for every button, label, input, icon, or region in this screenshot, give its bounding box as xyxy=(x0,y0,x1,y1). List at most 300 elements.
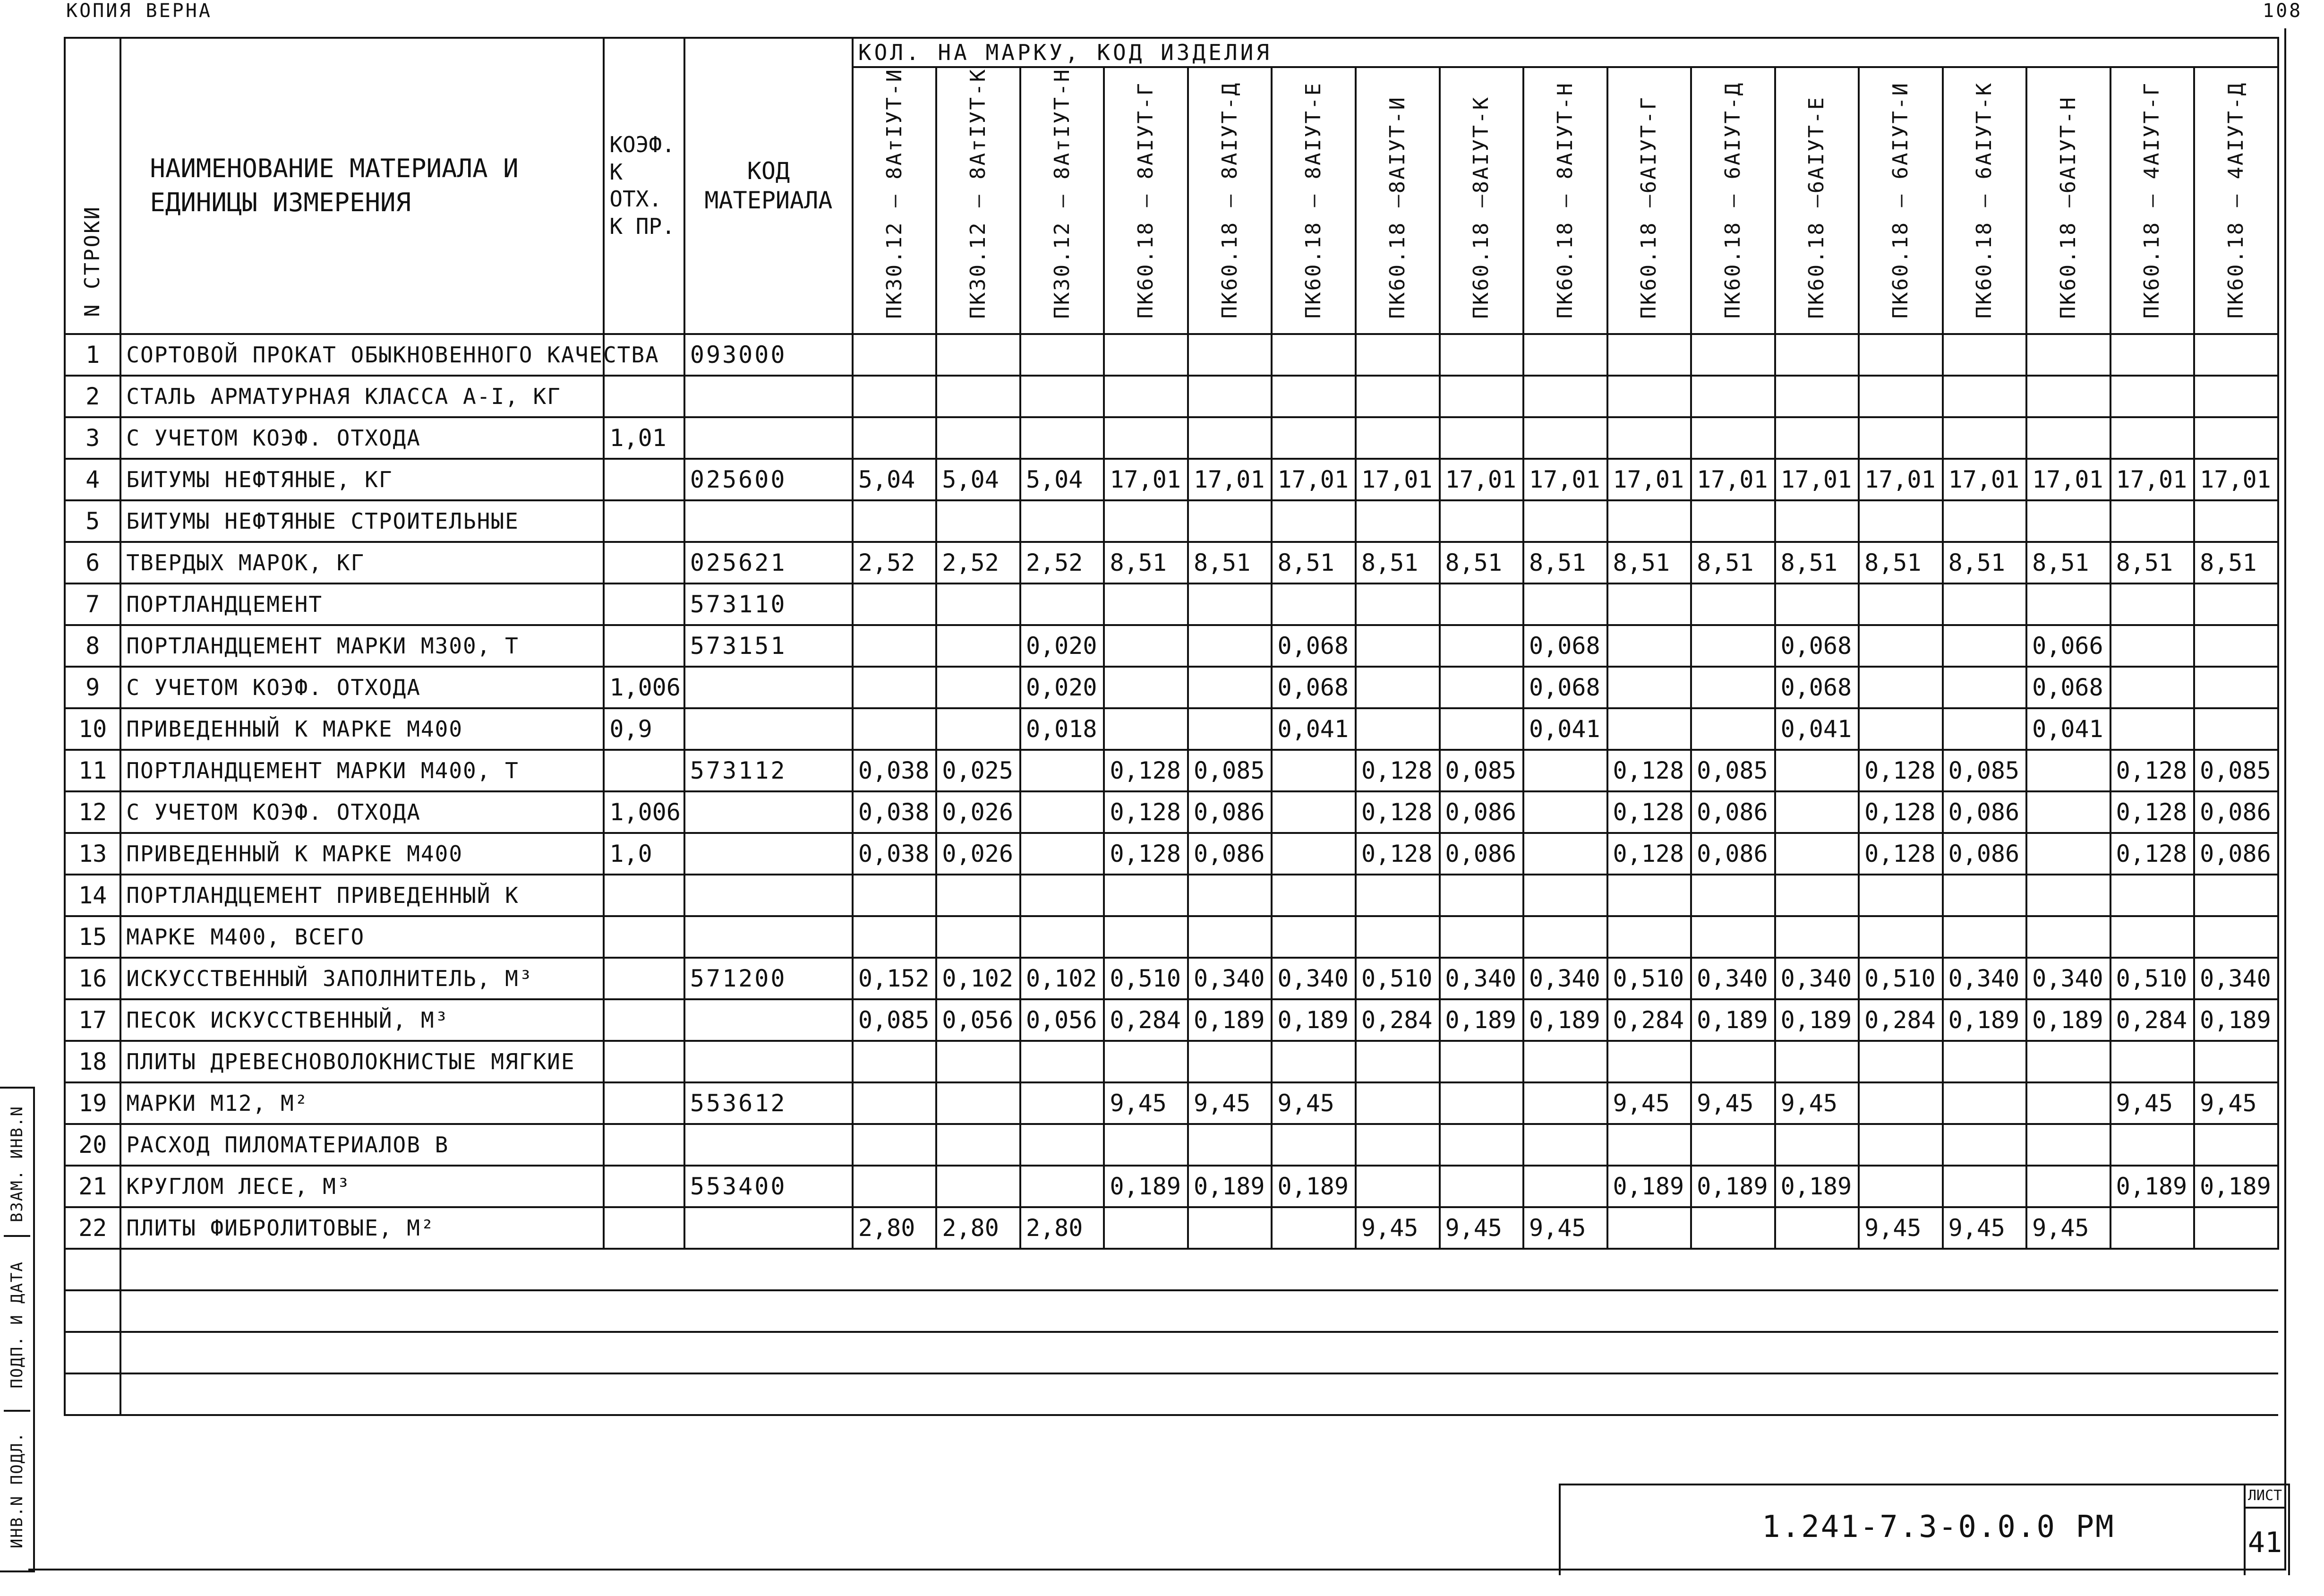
quantity-cell xyxy=(1440,875,1524,916)
quantity-cell: 8,51 xyxy=(1943,542,2027,583)
quantity-cell: 0,020 xyxy=(1020,667,1104,708)
quantity-cell: 0,128 xyxy=(1607,750,1692,791)
quantity-cell xyxy=(1440,376,1524,417)
quantity-cell: 9,45 xyxy=(1104,1082,1188,1124)
empty-cell xyxy=(853,1332,937,1373)
quantity-cell xyxy=(1859,334,1943,376)
coefficient: 1,01 xyxy=(604,417,684,459)
product-code-header: ПК30.12 — 8AтIУТ-К xyxy=(936,67,1020,334)
quantity-cell xyxy=(1523,583,1607,625)
material-code xyxy=(684,708,853,750)
quantity-cell xyxy=(1440,667,1524,708)
quantity-cell xyxy=(1020,376,1104,417)
quantity-cell xyxy=(1356,1124,1440,1166)
empty-cell xyxy=(1691,1373,1775,1415)
quantity-cell xyxy=(936,667,1020,708)
quantity-cell xyxy=(1188,417,1272,459)
quantity-cell xyxy=(1775,583,1859,625)
empty-cell xyxy=(1859,1290,1943,1332)
quantity-cell xyxy=(1104,583,1188,625)
empty-cell xyxy=(1859,1332,1943,1373)
quantity-cell: 8,51 xyxy=(1356,542,1440,583)
empty-cell xyxy=(853,1373,937,1415)
empty-cell xyxy=(936,1332,1020,1373)
empty-cell xyxy=(1272,1290,1356,1332)
material-name: С УЧЕТОМ КОЭФ. ОТХОДА xyxy=(120,417,604,459)
quantity-cell: 0,510 xyxy=(1859,958,1943,999)
empty-cell xyxy=(936,1373,1020,1415)
quantity-cell xyxy=(1020,583,1104,625)
quantity-cell xyxy=(1943,625,2027,667)
quantity-cell xyxy=(1523,833,1607,875)
materials-table xyxy=(64,37,2279,1416)
quantity-cell: 5,04 xyxy=(936,459,1020,500)
table-row xyxy=(65,1166,2278,1207)
quantity-cell xyxy=(853,708,937,750)
row-number: 20 xyxy=(65,1124,120,1166)
quantity-cell xyxy=(1691,583,1775,625)
quantity-cell: 0,189 xyxy=(2026,999,2110,1041)
quantity-cell xyxy=(1020,1082,1104,1124)
quantity-cell xyxy=(1943,1166,2027,1207)
quantity-cell: 0,086 xyxy=(1188,791,1272,833)
quantity-cell: 8,51 xyxy=(1188,542,1272,583)
quantity-cell xyxy=(853,583,937,625)
material-name: МАРКЕ М400, ВСЕГО xyxy=(120,916,604,958)
empty-row xyxy=(65,1249,2278,1290)
quantity-cell: 0,340 xyxy=(1775,958,1859,999)
row-number: 9 xyxy=(65,667,120,708)
row-number: 15 xyxy=(65,916,120,958)
quantity-cell xyxy=(2194,1124,2278,1166)
quantity-cell: 0,018 xyxy=(1020,708,1104,750)
empty-row xyxy=(65,1373,2278,1415)
coefficient-header: КОЭФ. К ОТХ. К ПР. xyxy=(604,38,684,334)
empty-cell xyxy=(2110,1249,2195,1290)
empty-cell xyxy=(1440,1332,1524,1373)
quantity-cell xyxy=(1188,875,1272,916)
quantity-cell: 0,189 xyxy=(1188,1166,1272,1207)
quantity-cell xyxy=(1356,583,1440,625)
table-row xyxy=(65,875,2278,916)
quantity-cell: 0,189 xyxy=(1272,1166,1356,1207)
product-code-header: ПК60.18 — 4AIУТ-Г xyxy=(2110,67,2195,334)
quantity-cell xyxy=(1607,625,1692,667)
quantity-cell xyxy=(853,1166,937,1207)
quantity-cell xyxy=(1272,583,1356,625)
empty-cell xyxy=(1775,1373,1859,1415)
quantity-cell: 8,51 xyxy=(2110,542,2195,583)
quantity-cell: 9,45 xyxy=(1188,1082,1272,1124)
empty-cell xyxy=(65,1373,120,1415)
empty-cell xyxy=(1691,1332,1775,1373)
quantity-cell xyxy=(1020,750,1104,791)
quantity-cell xyxy=(2110,625,2195,667)
quantity-cell xyxy=(936,916,1020,958)
empty-cell xyxy=(684,1373,853,1415)
quantity-cell: 0,189 xyxy=(1607,1166,1692,1207)
empty-cell xyxy=(1272,1332,1356,1373)
quantity-cell xyxy=(2110,1207,2195,1249)
quantity-cell xyxy=(2110,875,2195,916)
quantity-cell: 0,510 xyxy=(1104,958,1188,999)
material-name: ПОРТЛАНДЦЕМЕНТ МАРКИ М300, Т xyxy=(120,625,604,667)
quantity-cell: 8,51 xyxy=(2026,542,2110,583)
row-number: 8 xyxy=(65,625,120,667)
quantity-cell xyxy=(1104,1207,1188,1249)
coefficient xyxy=(604,500,684,542)
quantity-cell: 0,041 xyxy=(1523,708,1607,750)
quantity-cell: 8,51 xyxy=(1607,542,1692,583)
quantity-cell xyxy=(1440,708,1524,750)
quantity-cell xyxy=(1691,1041,1775,1082)
quantity-cell xyxy=(2194,625,2278,667)
quantity-cell xyxy=(1943,500,2027,542)
quantity-cell xyxy=(1607,1041,1692,1082)
quantity-cell xyxy=(1775,500,1859,542)
material-name: С УЧЕТОМ КОЭФ. ОТХОДА xyxy=(120,791,604,833)
quantity-cell: 9,45 xyxy=(1356,1207,1440,1249)
table-row xyxy=(65,625,2278,667)
coefficient xyxy=(604,459,684,500)
quantity-cell xyxy=(936,625,1020,667)
empty-cell xyxy=(1440,1290,1524,1332)
quantity-cell xyxy=(1188,334,1272,376)
quantity-cell xyxy=(1272,500,1356,542)
material-name: МАРКИ М12, М² xyxy=(120,1082,604,1124)
quantity-cell xyxy=(1523,750,1607,791)
copy-mark: КОПИЯ ВЕРНА xyxy=(66,0,212,22)
quantity-cell xyxy=(1523,1082,1607,1124)
quantity-cell xyxy=(1607,708,1692,750)
quantity-cell xyxy=(1188,1041,1272,1082)
product-code-header: ПК60.18 —6AIУТ-Г xyxy=(1607,67,1692,334)
quantity-cell xyxy=(2194,667,2278,708)
quantity-cell xyxy=(1943,708,2027,750)
quantity-cell: 17,01 xyxy=(1607,459,1692,500)
coefficient xyxy=(604,542,684,583)
quantity-cell xyxy=(1356,417,1440,459)
quantity-cell xyxy=(1523,500,1607,542)
empty-cell xyxy=(1188,1373,1272,1415)
quantity-cell xyxy=(2026,1041,2110,1082)
quantity-cell xyxy=(853,1124,937,1166)
quantity-cell: 8,51 xyxy=(2194,542,2278,583)
product-code-header: ПК60.18 —6AIУТ-Н xyxy=(2026,67,2110,334)
quantity-cell xyxy=(1775,1124,1859,1166)
quantity-cell: 9,45 xyxy=(2194,1082,2278,1124)
quantity-cell xyxy=(1188,500,1272,542)
quantity-cell xyxy=(1775,1207,1859,1249)
side-stamp xyxy=(0,1087,35,1572)
quantity-cell xyxy=(1943,1082,2027,1124)
quantity-cell xyxy=(1691,625,1775,667)
empty-cell xyxy=(1188,1290,1272,1332)
quantity-cell: 0,284 xyxy=(2110,999,2195,1041)
quantity-cell: 0,189 xyxy=(1775,999,1859,1041)
product-code-header: ПК60.18 —8AIУТ-И xyxy=(1356,67,1440,334)
quantity-cell xyxy=(1523,1166,1607,1207)
quantity-cell xyxy=(1272,417,1356,459)
coefficient: 1,006 xyxy=(604,791,684,833)
empty-cell xyxy=(2026,1373,2110,1415)
product-code-header: ПК60.18 — 6AIУТ-Д xyxy=(1691,67,1775,334)
coefficient xyxy=(604,1082,684,1124)
material-name: ИСКУССТВЕННЫЙ ЗАПОЛНИТЕЛЬ, М³ xyxy=(120,958,604,999)
quantity-cell: 8,51 xyxy=(1440,542,1524,583)
material-name: ПОРТЛАНДЦЕМЕНТ xyxy=(120,583,604,625)
quantity-cell: 0,056 xyxy=(1020,999,1104,1041)
quantity-cell xyxy=(1020,916,1104,958)
quantity-cell xyxy=(1104,376,1188,417)
quantity-cell: 8,51 xyxy=(1104,542,1188,583)
table-row xyxy=(65,708,2278,750)
material-name: БИТУМЫ НЕФТЯНЫЕ, КГ xyxy=(120,459,604,500)
material-code: 025621 xyxy=(684,542,853,583)
empty-cell xyxy=(1356,1290,1440,1332)
quantity-cell xyxy=(1607,1124,1692,1166)
quantity-cell xyxy=(1440,334,1524,376)
quantity-cell: 9,45 xyxy=(1859,1207,1943,1249)
quantity-cell: 0,068 xyxy=(1272,625,1356,667)
quantity-cell xyxy=(2026,833,2110,875)
quantity-cell: 8,51 xyxy=(1523,542,1607,583)
quantity-cell: 17,01 xyxy=(1440,459,1524,500)
quantity-cell xyxy=(1859,1082,1943,1124)
empty-cell xyxy=(120,1249,604,1290)
product-group-header: КОЛ. НА МАРКУ, КОД ИЗДЕЛИЯ xyxy=(853,38,2278,67)
quantity-cell xyxy=(1943,1041,2027,1082)
material-code: 573110 xyxy=(684,583,853,625)
quantity-cell: 17,01 xyxy=(1859,459,1943,500)
row-number-header: N СТРОКИ xyxy=(65,38,120,334)
quantity-cell: 0,085 xyxy=(1691,750,1775,791)
product-code-header: ПК60.18 —8AIУТ-К xyxy=(1440,67,1524,334)
quantity-cell xyxy=(1523,791,1607,833)
quantity-cell xyxy=(1272,1041,1356,1082)
quantity-cell xyxy=(1523,1041,1607,1082)
product-code-header: ПК30.12 — 8AтIУТ-Н xyxy=(1020,67,1104,334)
quantity-cell: 0,128 xyxy=(1356,791,1440,833)
quantity-cell xyxy=(853,376,937,417)
material-name: РАСХОД ПИЛОМАТЕРИАЛОВ В xyxy=(120,1124,604,1166)
quantity-cell: 0,068 xyxy=(1775,625,1859,667)
quantity-cell: 0,068 xyxy=(1272,667,1356,708)
quantity-cell: 0,066 xyxy=(2026,625,2110,667)
quantity-cell xyxy=(1775,417,1859,459)
quantity-cell xyxy=(853,625,937,667)
quantity-cell: 9,45 xyxy=(2026,1207,2110,1249)
quantity-cell xyxy=(853,1082,937,1124)
quantity-cell xyxy=(1943,334,2027,376)
quantity-cell xyxy=(1272,376,1356,417)
empty-cell xyxy=(2194,1332,2278,1373)
coefficient: 0,9 xyxy=(604,708,684,750)
quantity-cell xyxy=(1188,376,1272,417)
empty-cell xyxy=(1356,1332,1440,1373)
quantity-cell: 0,189 xyxy=(1104,1166,1188,1207)
quantity-cell: 0,340 xyxy=(1691,958,1775,999)
material-name: СТАЛЬ АРМАТУРНАЯ КЛАССА A-I, КГ xyxy=(120,376,604,417)
quantity-cell: 0,189 xyxy=(1523,999,1607,1041)
empty-cell xyxy=(1104,1249,1188,1290)
quantity-cell: 2,80 xyxy=(853,1207,937,1249)
quantity-cell xyxy=(1859,583,1943,625)
quantity-cell: 8,51 xyxy=(1691,542,1775,583)
quantity-cell xyxy=(2110,916,2195,958)
quantity-cell xyxy=(2194,1207,2278,1249)
quantity-cell xyxy=(1523,334,1607,376)
material-code xyxy=(684,791,853,833)
quantity-cell: 0,056 xyxy=(936,999,1020,1041)
material-name: ПОРТЛАНДЦЕМЕНТ ПРИВЕДЕННЫЙ К xyxy=(120,875,604,916)
empty-cell xyxy=(1607,1290,1692,1332)
empty-cell xyxy=(2026,1290,2110,1332)
product-code-header: ПК60.18 — 8AIУТ-Г xyxy=(1104,67,1188,334)
quantity-cell xyxy=(1859,1124,1943,1166)
quantity-cell xyxy=(936,417,1020,459)
quantity-cell xyxy=(1691,1124,1775,1166)
empty-cell xyxy=(2194,1290,2278,1332)
quantity-cell: 0,102 xyxy=(936,958,1020,999)
quantity-cell xyxy=(1104,667,1188,708)
quantity-cell xyxy=(1775,750,1859,791)
product-code-header: ПК60.18 — 8AIУТ-Е xyxy=(1272,67,1356,334)
quantity-cell xyxy=(1859,1041,1943,1082)
side-stamp-field: ВЗАМ. ИНВ.N xyxy=(8,1106,26,1223)
material-name: ПЛИТЫ ФИБРОЛИТОВЫЕ, М² xyxy=(120,1207,604,1249)
row-number: 4 xyxy=(65,459,120,500)
empty-cell xyxy=(1104,1332,1188,1373)
quantity-cell xyxy=(2026,875,2110,916)
row-number: 17 xyxy=(65,999,120,1041)
quantity-cell xyxy=(1691,708,1775,750)
quantity-cell xyxy=(1356,875,1440,916)
quantity-cell xyxy=(1607,376,1692,417)
quantity-cell xyxy=(1523,1124,1607,1166)
product-code-header: ПК60.18 — 8AIУТ-Н xyxy=(1523,67,1607,334)
table-row xyxy=(65,1124,2278,1166)
quantity-cell xyxy=(1272,334,1356,376)
coefficient xyxy=(604,750,684,791)
empty-cell xyxy=(120,1373,604,1415)
quantity-cell: 0,068 xyxy=(2026,667,2110,708)
product-code-header: ПК30.12 — 8AтIУТ-И xyxy=(853,67,937,334)
quantity-cell xyxy=(1607,875,1692,916)
quantity-cell xyxy=(1775,376,1859,417)
coefficient: 1,006 xyxy=(604,667,684,708)
quantity-cell: 0,189 xyxy=(1440,999,1524,1041)
quantity-cell: 0,510 xyxy=(1356,958,1440,999)
quantity-cell xyxy=(1020,1041,1104,1082)
quantity-cell: 2,52 xyxy=(853,542,937,583)
empty-cell xyxy=(1943,1249,2027,1290)
quantity-cell xyxy=(1356,1166,1440,1207)
empty-cell xyxy=(2026,1249,2110,1290)
empty-cell xyxy=(2110,1373,2195,1415)
coefficient xyxy=(604,583,684,625)
quantity-cell xyxy=(1943,376,2027,417)
empty-cell xyxy=(2110,1290,2195,1332)
quantity-cell xyxy=(1188,708,1272,750)
quantity-cell xyxy=(853,667,937,708)
row-number: 19 xyxy=(65,1082,120,1124)
quantity-cell xyxy=(936,1166,1020,1207)
empty-cell xyxy=(2194,1249,2278,1290)
quantity-cell: 0,510 xyxy=(1607,958,1692,999)
material-code xyxy=(684,417,853,459)
coefficient xyxy=(604,875,684,916)
empty-cell xyxy=(1020,1332,1104,1373)
empty-cell xyxy=(853,1249,937,1290)
quantity-cell xyxy=(1104,916,1188,958)
quantity-cell: 0,284 xyxy=(1356,999,1440,1041)
quantity-cell xyxy=(2026,376,2110,417)
empty-cell xyxy=(604,1290,684,1332)
material-code xyxy=(684,916,853,958)
quantity-cell: 8,51 xyxy=(1272,542,1356,583)
quantity-cell xyxy=(1272,791,1356,833)
material-name: ПРИВЕДЕННЫЙ К МАРКЕ М400 xyxy=(120,833,604,875)
quantity-cell xyxy=(2026,1082,2110,1124)
side-stamp-field: ИНВ.N ПОДЛ. xyxy=(8,1432,26,1549)
empty-cell xyxy=(684,1249,853,1290)
quantity-cell xyxy=(2194,1041,2278,1082)
quantity-cell xyxy=(1775,833,1859,875)
empty-cell xyxy=(604,1373,684,1415)
coefficient xyxy=(604,916,684,958)
quantity-cell: 0,041 xyxy=(1272,708,1356,750)
empty-cell xyxy=(1607,1373,1692,1415)
coefficient xyxy=(604,958,684,999)
quantity-cell xyxy=(1188,1124,1272,1166)
quantity-cell xyxy=(936,583,1020,625)
quantity-cell xyxy=(2110,1041,2195,1082)
quantity-cell: 9,45 xyxy=(1272,1082,1356,1124)
quantity-cell: 0,189 xyxy=(1943,999,2027,1041)
quantity-cell xyxy=(1020,1124,1104,1166)
quantity-cell xyxy=(1020,417,1104,459)
quantity-cell xyxy=(1104,334,1188,376)
quantity-cell xyxy=(1440,1082,1524,1124)
right-rule xyxy=(2284,28,2286,1570)
quantity-cell xyxy=(2194,417,2278,459)
quantity-cell xyxy=(1691,417,1775,459)
quantity-cell: 2,80 xyxy=(1020,1207,1104,1249)
quantity-cell: 0,128 xyxy=(1356,750,1440,791)
quantity-cell xyxy=(1859,708,1943,750)
table-row xyxy=(65,417,2278,459)
row-number: 12 xyxy=(65,791,120,833)
empty-cell xyxy=(120,1332,604,1373)
quantity-cell: 17,01 xyxy=(1104,459,1188,500)
quantity-cell: 17,01 xyxy=(1356,459,1440,500)
quantity-cell: 0,086 xyxy=(1943,791,2027,833)
row-number: 1 xyxy=(65,334,120,376)
quantity-cell xyxy=(1272,1124,1356,1166)
quantity-cell xyxy=(1607,916,1692,958)
quantity-cell xyxy=(1859,875,1943,916)
empty-cell xyxy=(1104,1290,1188,1332)
quantity-cell: 0,086 xyxy=(2194,791,2278,833)
quantity-cell xyxy=(1272,833,1356,875)
quantity-cell: 9,45 xyxy=(1943,1207,2027,1249)
quantity-cell xyxy=(1691,875,1775,916)
quantity-cell: 0,086 xyxy=(2194,833,2278,875)
quantity-cell xyxy=(1020,875,1104,916)
table-row xyxy=(65,999,2278,1041)
quantity-cell: 17,01 xyxy=(1943,459,2027,500)
